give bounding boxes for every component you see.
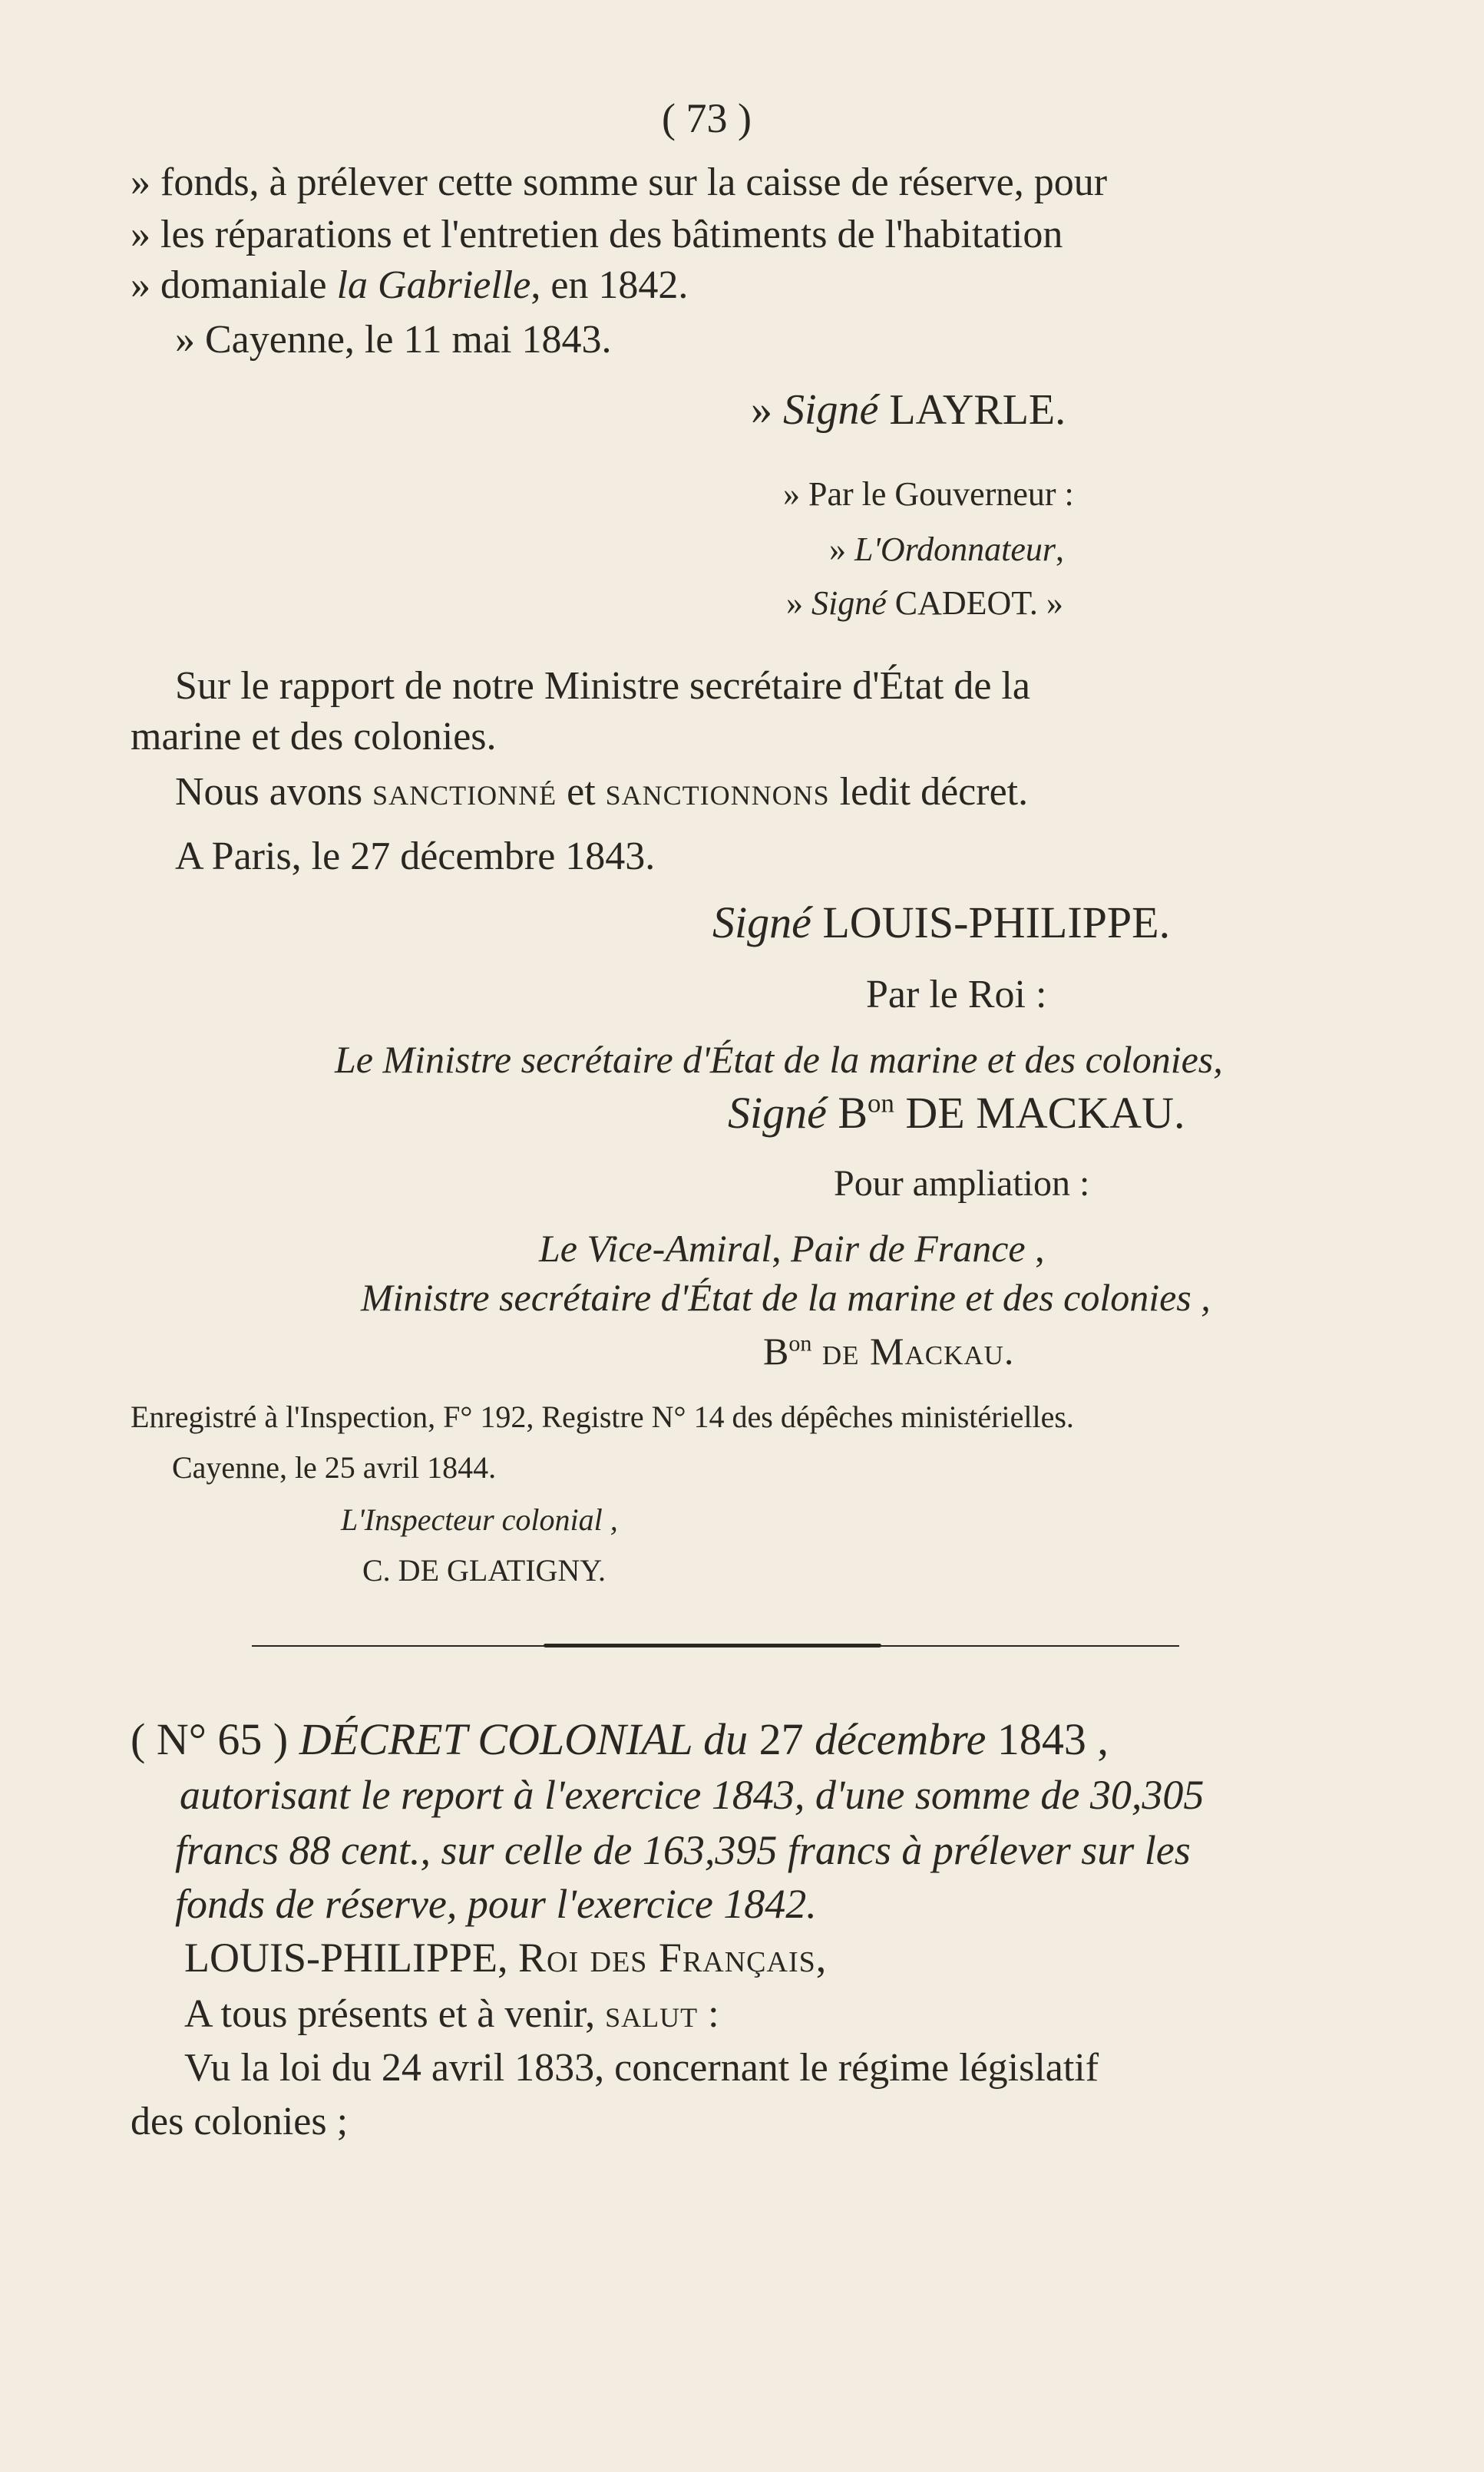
small-caps-span: sanctionnons xyxy=(605,770,830,814)
italic-span: Pair de France xyxy=(791,1227,1026,1270)
italic-span: Signé xyxy=(728,1088,827,1138)
text-line: Enregistré à l'Inspection, F° 192, Registre N° 14 des dépêches ministérielles. xyxy=(131,1400,1074,1434)
text-line: » fonds, à prélever cette somme sur la caisse de réserve, pour xyxy=(131,160,1108,204)
small-caps-span: salut xyxy=(605,1992,699,2036)
text-span: ( N° 65 ) xyxy=(131,1714,299,1764)
signature-line xyxy=(763,1328,1014,1374)
text-line: A Paris, le 27 décembre 1843. xyxy=(175,834,656,878)
text-span: , xyxy=(772,1227,792,1270)
text-span: LAYRLE. xyxy=(878,386,1066,434)
text-line xyxy=(175,769,1028,815)
text-span: , xyxy=(1025,1227,1045,1270)
text-span: Nous avons xyxy=(175,770,373,814)
text-span: LOUIS-PHILIPPE. xyxy=(811,897,1171,947)
italic-span: Le Vice-Amiral xyxy=(539,1227,772,1270)
text-span: , xyxy=(815,1935,827,1981)
signature-line xyxy=(786,583,1063,623)
small-caps-span: sanctionné xyxy=(372,770,557,814)
text-line: Par le Roi : xyxy=(866,973,1047,1016)
text-span: A tous présents et à venir, xyxy=(184,1992,606,2036)
signature-line xyxy=(712,897,1171,947)
page-number: ( 73 ) xyxy=(662,95,752,141)
text-line xyxy=(184,1935,826,1981)
text-span: B xyxy=(763,1330,789,1373)
text-line: L'Inspecteur colonial , xyxy=(341,1502,618,1537)
text-line: Vu la loi du 24 avril 1833, concernant le régime législatif xyxy=(184,2046,1099,2090)
text-line: C. DE GLATIGNY. xyxy=(362,1553,606,1588)
small-caps-span: de Mackau. xyxy=(811,1330,1015,1373)
text-line: Le Ministre secrétaire d'État de la marine et des colonies, xyxy=(335,1038,1223,1081)
text-line: fonds de réserve, pour l'exercice 1842. xyxy=(175,1881,817,1927)
text-span: » xyxy=(751,386,783,434)
text-span: DE MACKAU. xyxy=(894,1088,1185,1138)
text-line: » les réparations et l'entretien des bâtiments de l'habitation xyxy=(131,213,1063,256)
text-span: B xyxy=(826,1088,868,1138)
text-line: Ministre secrétaire d'État de la marine et des colonies , xyxy=(361,1276,1211,1319)
text-line: Sur le rapport de notre Ministre secrétaire d'État de la xyxy=(175,664,1030,708)
text-line: Pour ampliation : xyxy=(834,1163,1090,1204)
text-span: et xyxy=(557,770,606,814)
text-line: des colonies ; xyxy=(131,2100,349,2143)
superscript: on xyxy=(868,1088,894,1119)
text-line: francs 88 cent., sur celle de 163,395 francs à prélever sur les xyxy=(175,1827,1191,1873)
text-line xyxy=(184,1991,719,2037)
italic-span: L'Ordonnateur xyxy=(854,530,1056,568)
text-span: ledit décret. xyxy=(829,770,1029,814)
small-caps-span: Roi des Français xyxy=(518,1935,816,1981)
italic-span: décembre xyxy=(803,1714,997,1764)
text-line: » Par le Gouverneur : xyxy=(783,475,1074,513)
text-line: » Cayenne, le 11 mai 1843. xyxy=(175,318,612,362)
text-span: LOUIS-PHILIPPE, xyxy=(184,1935,519,1981)
italic-span: du xyxy=(692,1714,759,1764)
italic-span: Signé xyxy=(712,897,811,947)
text-span: , en 1842. xyxy=(530,263,689,307)
text-span: : xyxy=(698,1992,719,2036)
text-span: » xyxy=(829,530,854,568)
italic-span: Signé xyxy=(783,386,879,434)
text-span: 1843 , xyxy=(996,1714,1109,1764)
superscript: on xyxy=(788,1330,812,1357)
text-span: CADEOT. » xyxy=(886,584,1063,622)
signature-line xyxy=(751,387,1066,433)
italic-span: DÉCRET COLONIAL xyxy=(299,1714,692,1764)
text-line: Cayenne, le 25 avril 1844. xyxy=(172,1450,497,1485)
text-line: marine et des colonies. xyxy=(131,715,497,758)
text-line xyxy=(131,263,688,309)
text-line: autorisant le report à l'exercice 1843, d'une somme de 30,305 xyxy=(180,1772,1205,1818)
text-span: » xyxy=(786,584,811,622)
signature-line xyxy=(728,1090,1185,1136)
italic-span: Signé xyxy=(811,584,887,622)
text-span: , xyxy=(1056,530,1065,568)
text-line xyxy=(829,530,1064,570)
text-line xyxy=(539,1225,1045,1271)
decree-title-line xyxy=(131,1714,1109,1764)
section-divider xyxy=(252,1645,1179,1647)
italic-span: la Gabrielle xyxy=(336,263,531,307)
text-span: 27 xyxy=(759,1714,804,1764)
text-span: » domaniale xyxy=(131,263,337,307)
